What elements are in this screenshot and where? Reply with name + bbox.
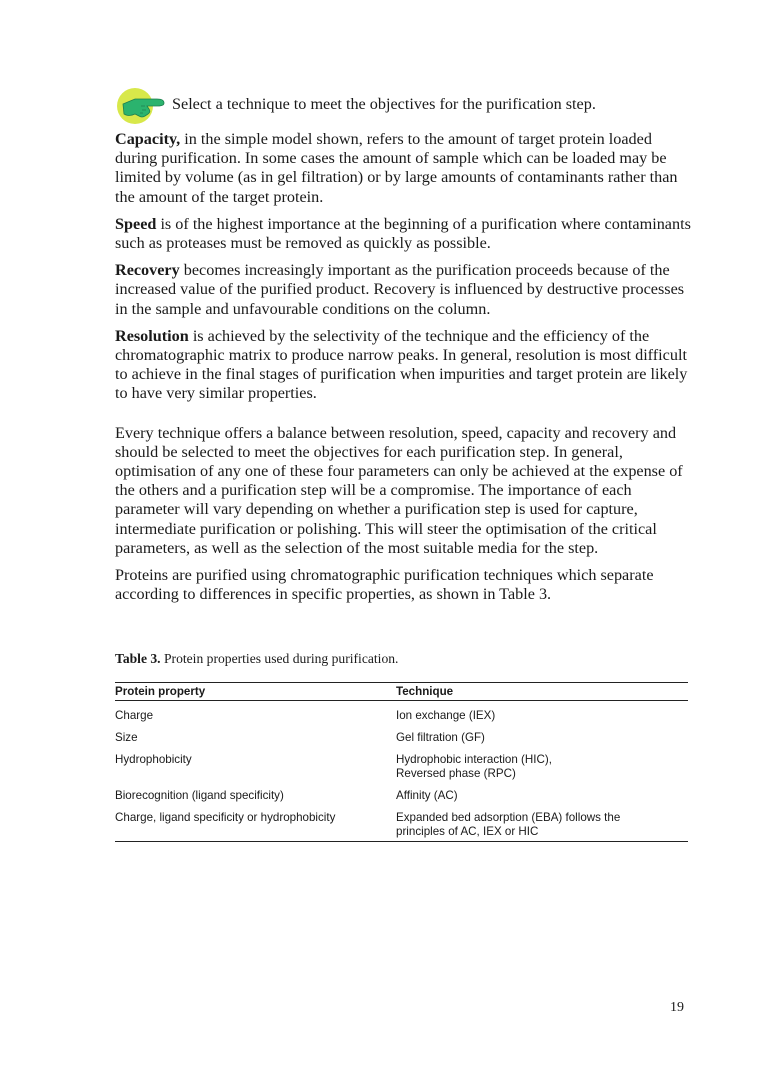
table-caption-text: Protein properties used during purification. bbox=[160, 651, 399, 666]
table-row bbox=[115, 803, 688, 841]
header-technique: Technique bbox=[396, 685, 454, 698]
cell-property: Hydrophobicity bbox=[115, 753, 192, 766]
page-number: 19 bbox=[670, 1000, 684, 1015]
body-text bbox=[115, 130, 695, 612]
cell-property: Size bbox=[115, 731, 138, 744]
cell-property: Charge, ligand specificity or hydrophobicity bbox=[115, 811, 336, 824]
protein-properties-table bbox=[115, 682, 688, 842]
cell-technique: Gel filtration (GF) bbox=[396, 731, 485, 744]
paragraph-text: becomes increasingly important as the purification proceeds because of the increased value of the purified product. Recovery is influenced by destructive processes in the sample and unfavourable conditions on the column. bbox=[115, 261, 685, 318]
paragraph-text: Every technique offers a balance between resolution, speed, capacity and recovery and should be selected to meet the objectives for each purification step. In general, optimisation of any one of these four parameters can only be achieved at the expense of the others and a purification step will be a compromise. The importance of each parameter will vary depending on whether a purification step is used for capture, intermediate purification or polishing. This will steer the optimisation of the critical parameters, as well as the selection of the most suitable media for the step. bbox=[115, 423, 683, 557]
table-caption-label: Table 3. bbox=[115, 651, 161, 666]
cell-property: Biorecognition (ligand specificity) bbox=[115, 789, 284, 802]
paragraph-text: is of the highest importance at the beginning of a purification where contaminants such as proteases must be removed as quickly as possible. bbox=[115, 214, 691, 253]
table-row bbox=[115, 745, 688, 781]
tip-text: Select a technique to meet the objectives for the purification step. bbox=[172, 95, 596, 113]
table-row bbox=[115, 723, 688, 745]
table-row bbox=[115, 781, 688, 803]
table-header-row bbox=[115, 683, 688, 701]
header-protein-property: Protein property bbox=[115, 685, 206, 698]
paragraph-speed bbox=[115, 215, 695, 253]
cell-technique: Affinity (AC) bbox=[396, 789, 458, 802]
cell-technique: Ion exchange (IEX) bbox=[396, 709, 496, 722]
term-recovery: Recovery bbox=[115, 261, 180, 280]
term-resolution: Resolution bbox=[115, 326, 189, 345]
paragraph-recovery bbox=[115, 261, 695, 319]
tip-callout bbox=[115, 86, 695, 126]
paragraph-resolution bbox=[115, 327, 695, 404]
paragraph-text: is achieved by the selectivity of the technique and the efficiency of the chromatographic matrix to produce narrow peaks. In general, resolution is most difficult to achieve in the final stages of purification when impurities and target protein are likely to have very similar properties. bbox=[115, 326, 688, 403]
paragraph-text: Proteins are purified using chromatographic purification techniques which separate according to differences in specific properties, as shown in Table 3. bbox=[115, 566, 654, 604]
table-caption bbox=[115, 651, 398, 667]
table-row bbox=[115, 701, 688, 723]
pointing-hand-icon bbox=[115, 86, 167, 126]
cell-technique: Hydrophobic interaction (HIC), Reversed phase (RPC) bbox=[396, 753, 552, 780]
cell-technique: Expanded bed adsorption (EBA) follows the principles of AC, IEX or HIC bbox=[396, 811, 621, 838]
term-speed: Speed bbox=[115, 214, 157, 233]
paragraph-proteins bbox=[115, 566, 695, 604]
cell-property: Charge bbox=[115, 709, 154, 722]
paragraph-text: in the simple model shown, refers to the amount of target protein loaded during purification. In some cases the amount of sample which can be loaded may be limited by volume (as in gel filtration) or by large amounts of contaminants rather than the amount of the target protein. bbox=[115, 130, 678, 206]
term-capacity: Capacity, bbox=[115, 130, 181, 148]
paragraph-capacity bbox=[115, 130, 695, 207]
paragraph-balance bbox=[115, 424, 695, 558]
